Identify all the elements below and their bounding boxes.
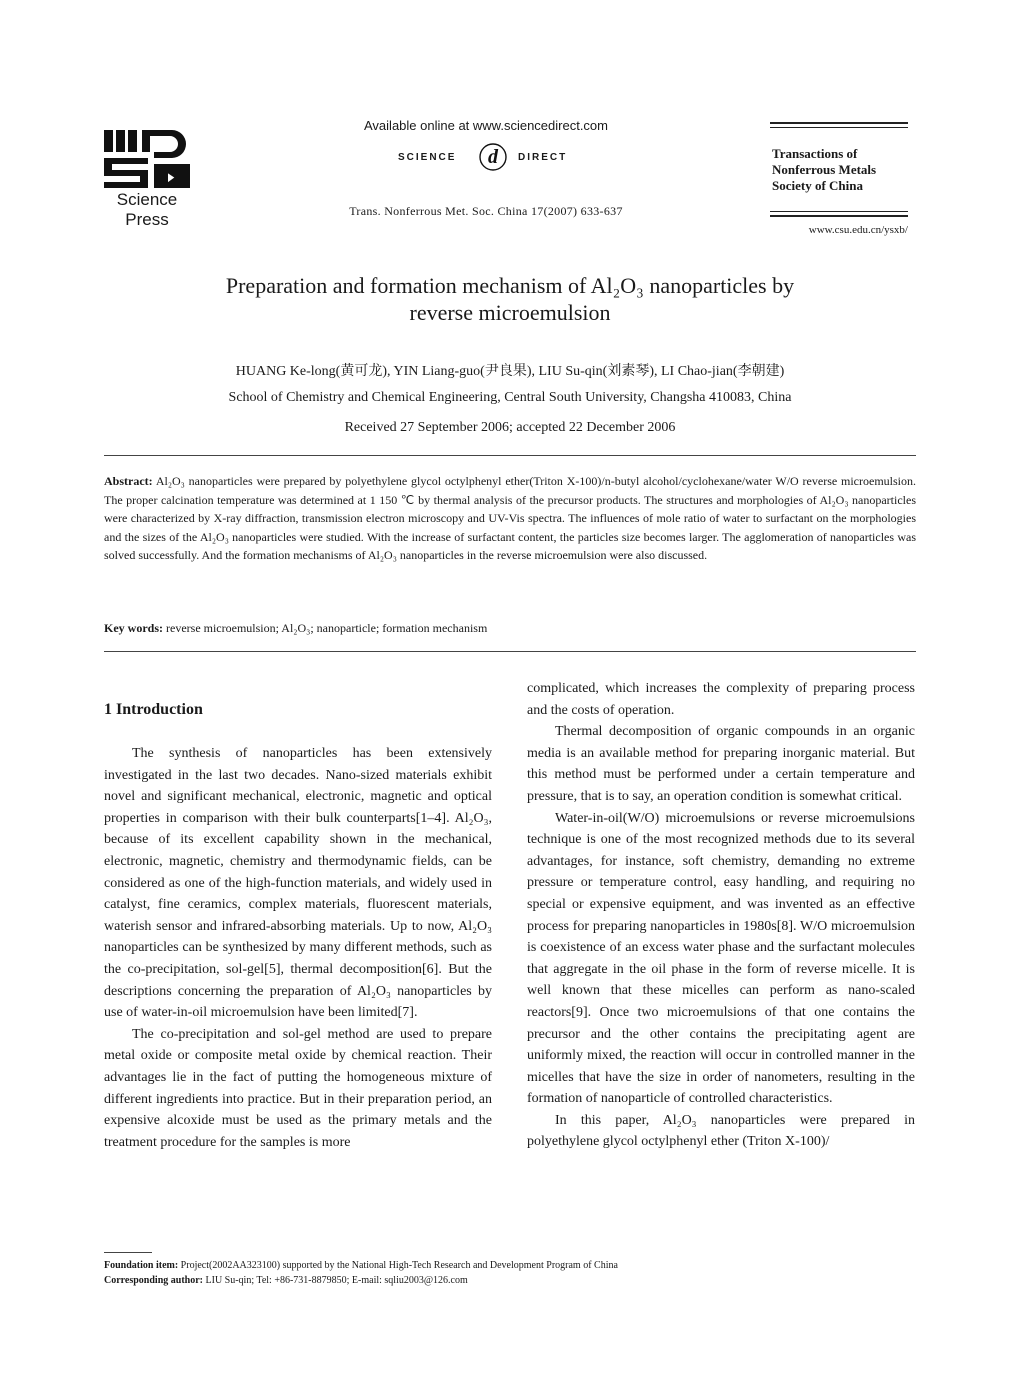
abstract-text: Al₂O₃ nanoparticles were prepared by polyethylene glycol octylphenyl ether(Triton X-100)/n-butyl alcohol/cyclohexane/water W/O reverse microemulsion. The proper calcination temperature was determined at 1 150 ℃ by thermal analysis of the precursor products. The structures and morphologies of Al₂O₃ nanoparticles were characterized by X-ray diffraction, transmission electron microscopy and UV-Vis spectra. The influences of mole ratio of water to surfactant on the morphologies and the sizes of the Al₂O₃ nanoparticles were studied. With the increase of surfactant content, the particles size becomes larger. The agglomeration of nanoparticles was solved successfully. And the formation mechanisms of Al₂O₃ nanoparticles in the reverse microemulsion were also discussed. <box>104 474 917 563</box>
journal-top-rule <box>770 122 908 124</box>
keywords-label: Key words: <box>104 621 163 635</box>
sciencedirect-right-word: DIRECT <box>518 152 568 163</box>
online-availability: Available online at www.sciencedirect.com <box>364 118 608 133</box>
journal-name-line-3: Society of China <box>772 178 863 193</box>
abstract <box>104 472 916 565</box>
body-paragraph: In this paper, Al₂O₃ nanoparticles were prepared in polyethylene glycol octylphenyl ether (Triton X-100)/ <box>527 1112 915 1150</box>
keywords-bottom-rule <box>104 651 916 652</box>
journal-bottom-rule <box>770 215 908 217</box>
sciencedirect-logo <box>380 140 612 176</box>
section-heading: 1 Introduction <box>104 701 203 718</box>
science-press-logo-icon <box>104 126 190 188</box>
right-column <box>527 678 915 1153</box>
author-list: HUANG Ke-long(黄可龙), YIN Liang-guo(尹良果), LIU Su-qin(刘素琴), LI Chao-jian(李朝建) <box>235 364 785 379</box>
body-paragraph: complicated, which increases the complexity of preparing process and the costs of operation. <box>527 681 915 718</box>
citation-line: Trans. Nonferrous Met. Soc. China 17(2007) 633-637 <box>349 204 623 218</box>
sciencedirect-d-icon <box>478 142 508 172</box>
body-paragraph: The co-precipitation and sol-gel method are used to prepare metal oxide or composite metal oxide by chemical reaction. Their advantages lie in the fact of putting the homogeneous mixture of different ingredients into practice. But in their preparation period, an expensive alcoxide must be used as the primary metals and the treatment procedure for the samples is more <box>104 1026 492 1150</box>
paper-title <box>100 272 920 326</box>
footnote-rule <box>104 1252 152 1253</box>
footnote-foundation <box>104 1258 916 1273</box>
publisher-logo <box>104 126 190 230</box>
footnote-text: LIU Su-qin; Tel: +86-731-8879850; E-mail: sqliu2003@126.com <box>205 1275 468 1286</box>
paper-title-line-1: Preparation and formation mechanism of Al₂O₃ nanoparticles by <box>225 273 795 298</box>
sciencedirect-left-word: SCIENCE <box>398 152 457 163</box>
body-paragraph: The synthesis of nanoparticles has been extensively investigated in the last two decades. Nano-sized materials exhibit novel and significant mechanical, electronic, magnetic and optical properties in comparison with their bulk counterparts[1–4]. Al₂O₃, because of its excellent capability shown in the mechanical, electronic, magnetic, chemistry and thermodynamic fields, can be considered as one of the high-function materials, and widely used in catalyst, fine ceramics, complex materials, fluorescent materials, waterish sensor and infrared-absorbing materials. Up to now, Al₂O₃ nanoparticles can be synthesized by many different methods, such as the co-precipitation, sol-gel[5], thermal decomposition[6]. But the descriptions concerning the preparation of Al₂O₃ nanoparticles by use of water-in-oil microemulsion have been limited[7]. <box>104 746 492 1021</box>
paper-title-line-2: reverse microemulsion <box>409 300 611 325</box>
publisher-name: Science Press <box>116 190 178 229</box>
footnote-label: Corresponding author: <box>104 1275 203 1286</box>
journal-bottom-rule-thin <box>770 211 908 212</box>
footnotes <box>104 1258 916 1288</box>
journal-url: www.csu.edu.cn/ysxb/ <box>808 224 908 236</box>
keywords-text: reverse microemulsion; Al₂O₃; nanoparticle; formation mechanism <box>166 621 488 635</box>
abstract-label: Abstract: <box>104 474 153 488</box>
body-paragraph: Water-in-oil(W/O) microemulsions or reverse microemulsions technique is one of the most recognized methods due to its several advantages, for instance, soft chemistry, demanding no extreme pressure or temperature control, easy handling, and requiring no special or expensive equipment, and was invented as an effective process for preparing nanoparticles in 1980s[8]. W/O microemulsion is coexistence of an excess water phase and the surfactant molecules that aggregate in the oil phase in the form of reverse micelle. It is well known that these micelles can perform as nano-scaled reactors[9]. Once two microemulsions of that one contains the precursor and the other contains the precipitating agent are uniformly mixed, the reaction will occur in controlled manner in the micelles that have the size in order of nanometers, resulting in the formation of nanoparticle of controlled characteristics. <box>527 810 915 1107</box>
left-column <box>104 699 492 1153</box>
journal-top-rule-thin <box>770 127 908 128</box>
svg-text:d: d <box>488 146 498 168</box>
abstract-top-rule <box>104 455 916 456</box>
journal-name-line-1: Transactions of <box>772 146 858 161</box>
body-paragraph: Thermal decomposition of organic compounds in an organic media is an available method for preparing inorganic material. But this method must be performed under a certain temperature and pressure, that is to say, an operation condition is somewhat critical. <box>527 724 915 804</box>
footnote-label: Foundation item: <box>104 1260 179 1271</box>
journal-name-line-2: Nonferrous Metals <box>772 162 877 177</box>
keywords <box>104 621 916 636</box>
journal-name <box>772 146 912 194</box>
affiliation: School of Chemistry and Chemical Engineering, Central South University, Changsha 410083, China <box>228 390 792 405</box>
footnote-corresponding <box>104 1273 916 1288</box>
footnote-text: Project(2002AA323100) supported by the National High-Tech Research and Development Program of China <box>180 1260 618 1271</box>
received-dates: Received 27 September 2006; accepted 22 December 2006 <box>344 420 676 435</box>
